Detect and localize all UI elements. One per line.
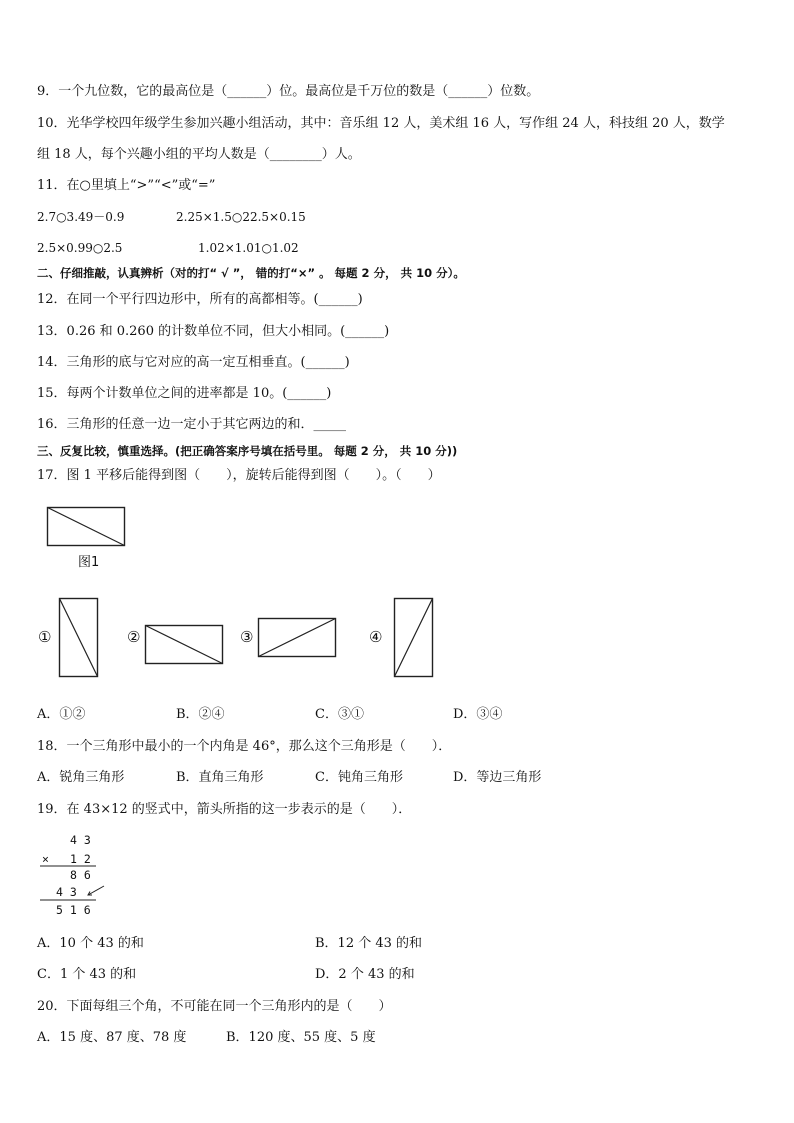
q17-option-a: A．①② <box>37 707 86 722</box>
question-9: 9．一个九位数，它的最高位是（______）位。最高位是千万位的数是（______）位数。 <box>37 84 540 99</box>
vm-row-multiplier: 1 2 <box>70 852 91 866</box>
q18-option-b: B．直角三角形 <box>176 770 264 785</box>
q19-option-b: B．12 个 43 的和 <box>315 936 423 951</box>
figure-1-label: 图1 <box>78 555 100 570</box>
q19-option-c: C．1 个 43 的和 <box>37 967 137 982</box>
figure-option-4 <box>393 597 435 679</box>
arrow-icon <box>84 884 106 898</box>
q20-option-b: B．120 度、55 度、5 度 <box>226 1030 376 1045</box>
vm-times-sign: × <box>42 852 49 866</box>
question-13: 13．0.26 和 0.260 的计数单位不同，但大小相同。(______) <box>37 324 390 339</box>
q11-item-2: 2.25×1.5○22.5×0.15 <box>176 210 306 224</box>
q19-option-d: D．2 个 43 的和 <box>315 967 415 982</box>
vm-row-multiplicand: 4 3 <box>70 833 91 847</box>
section-3-heading: 三、反复比较，慎重选择。(把正确答案序号填在括号里。 每题 2 分， 共 10 分)) <box>37 444 458 458</box>
q18-option-c: C．钝角三角形 <box>315 770 403 785</box>
figure-mark-3: ③ <box>240 628 254 646</box>
vm-row-partial-2: 4 3 <box>56 885 77 899</box>
q19-option-a: A．10 个 43 的和 <box>37 936 144 951</box>
question-11: 11．在○里填上“>”“<”或“=” <box>37 178 216 193</box>
figure-mark-2: ② <box>127 628 141 646</box>
figure-1 <box>46 506 126 548</box>
vm-row-product: 5 1 6 <box>56 903 91 917</box>
q20-option-a: A．15 度、87 度、78 度 <box>37 1030 187 1045</box>
question-18: 18．一个三角形中最小的一个内角是 46°，那么这个三角形是（ ）． <box>37 739 452 754</box>
q11-item-1: 2.7○3.49－0.9 <box>37 210 125 224</box>
q11-item-3: 2.5×0.99○2.5 <box>37 241 123 255</box>
question-10-line1: 10．光华学校四年级学生参加兴趣小组活动，其中：音乐组 12 人，美术组 16 人，写作组 24 人，科技组 20 人，数学 <box>37 116 725 131</box>
q18-option-a: A．锐角三角形 <box>37 770 125 785</box>
q17-option-c: C．③① <box>315 707 364 722</box>
question-20: 20．下面每组三个角，不可能在同一个三角形内的是（ ） <box>37 999 392 1014</box>
q18-option-d: D．等边三角形 <box>453 770 542 785</box>
figure-option-2 <box>144 624 224 666</box>
q17-option-b: B．②④ <box>176 707 225 722</box>
figure-mark-1: ① <box>38 628 52 646</box>
figure-option-1 <box>58 597 100 679</box>
vm-row-partial-1: 8 6 <box>70 868 91 882</box>
section-2-heading: 二、仔细推敲，认真辨析（对的打“ √ ”， 错的打“×” 。 每题 2 分， 共 10 分）。 <box>37 266 465 280</box>
question-10-line2: 组 18 人，每个兴趣小组的平均人数是（________）人。 <box>37 147 361 162</box>
question-14: 14．三角形的底与它对应的高一定互相垂直。(______) <box>37 355 350 370</box>
figure-mark-4: ④ <box>369 628 383 646</box>
q11-item-4: 1.02×1.01○1.02 <box>198 241 299 255</box>
question-15: 15．每两个计数单位之间的进率都是 10。(______) <box>37 386 332 401</box>
question-16: 16．三角形的任意一边一定小于其它两边的和．_____ <box>37 417 347 432</box>
question-12: 12．在同一个平行四边形中，所有的高都相等。(______) <box>37 292 363 307</box>
q17-option-d: D．③④ <box>453 707 503 722</box>
figure-option-3 <box>257 617 337 659</box>
question-19: 19．在 43×12 的竖式中，箭头所指的这一步表示的是（ ）． <box>37 802 412 817</box>
question-17: 17．图 1 平移后能得到图（ ），旋转后能得到图（ ）。（ ） <box>37 468 441 483</box>
